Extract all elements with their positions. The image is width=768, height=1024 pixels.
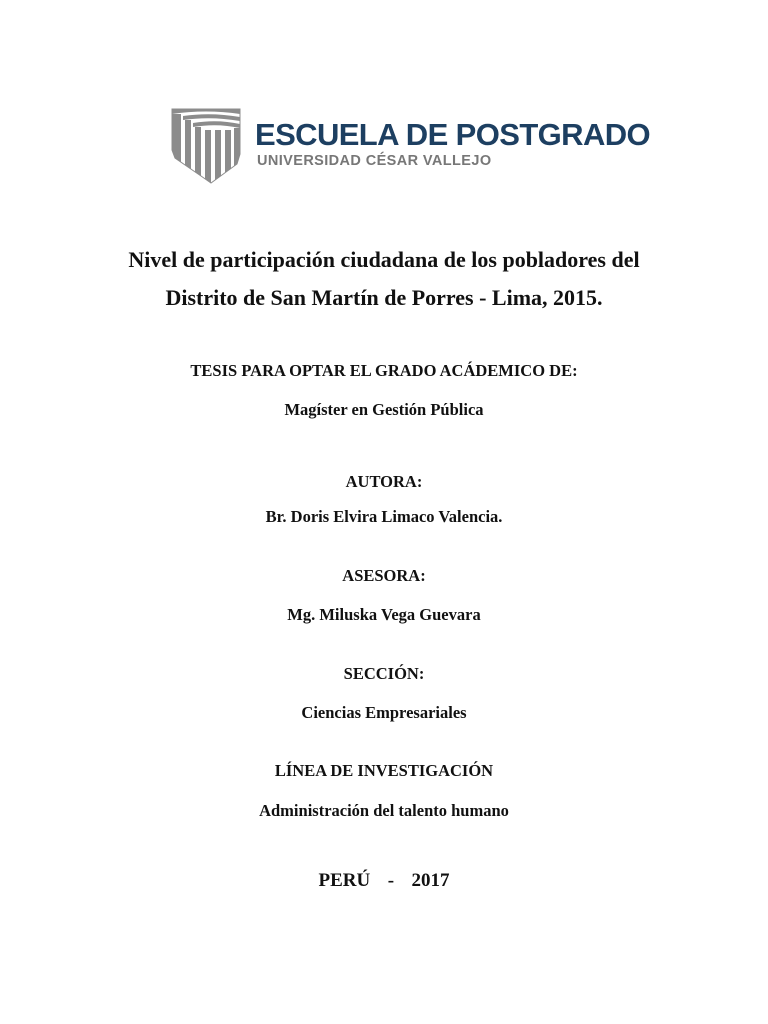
- research-line-value: Administración del talento humano: [259, 801, 509, 820]
- shield-logo-icon: [171, 106, 241, 184]
- thesis-title-line-2: Distrito de San Martín de Porres - Lima, 2015.: [165, 285, 603, 310]
- degree-label: TESIS PARA OPTAR EL GRADO ACÁDEMICO DE:: [190, 361, 578, 380]
- author-name: Br. Doris Elvira Limaco Valencia.: [265, 507, 503, 526]
- author-label: AUTORA:: [345, 472, 423, 491]
- university-logo: [171, 106, 651, 186]
- advisor-label: ASESORA:: [342, 566, 426, 585]
- degree-value: Magíster en Gestión Pública: [284, 400, 484, 419]
- country-year: PERÚ - 2017: [318, 870, 450, 891]
- advisor-name: Mg. Miluska Vega Guevara: [287, 605, 481, 624]
- section-label: SECCIÓN:: [343, 664, 425, 683]
- section-value: Ciencias Empresariales: [301, 703, 467, 722]
- logo-title: ESCUELA DE POSTGRADO: [255, 117, 651, 152]
- research-line-label: LÍNEA DE INVESTIGACIÓN: [274, 761, 494, 780]
- logo-subtitle: UNIVERSIDAD CÉSAR VALLEJO: [257, 153, 492, 169]
- thesis-title-line-1: Nivel de participación ciudadana de los pobladores del: [128, 247, 640, 272]
